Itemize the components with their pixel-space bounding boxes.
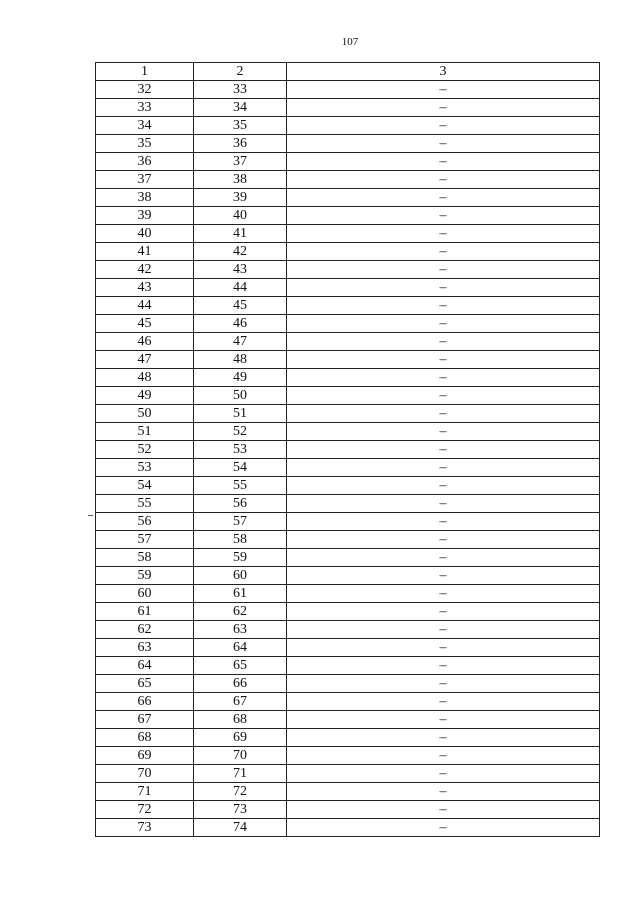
table-row <box>96 261 600 279</box>
table-cell-col-2: 60 <box>194 567 287 585</box>
table-cell-col-2: 59 <box>194 549 287 567</box>
table-cell-col-1: 44 <box>96 297 194 315</box>
table-cell-col-3: – <box>287 711 600 729</box>
table-cell-col-3: – <box>287 747 600 765</box>
table-cell-col-1: 38 <box>96 189 194 207</box>
table-cell-col-2: 53 <box>194 441 287 459</box>
table-cell-col-2: 43 <box>194 261 287 279</box>
table-row <box>96 135 600 153</box>
table-row <box>96 99 600 117</box>
table-cell-col-2: 39 <box>194 189 287 207</box>
table-cell-col-3: – <box>287 495 600 513</box>
table-row <box>96 171 600 189</box>
table-cell-col-2: 62 <box>194 603 287 621</box>
table-row <box>96 351 600 369</box>
table-cell-col-2: 57 <box>194 513 287 531</box>
table-cell-col-3: – <box>287 693 600 711</box>
table-cell-col-3: – <box>287 657 600 675</box>
table-row <box>96 207 600 225</box>
table-cell-col-3: – <box>287 135 600 153</box>
table-row <box>96 783 600 801</box>
table-cell-col-2: 69 <box>194 729 287 747</box>
table-row <box>96 333 600 351</box>
table-cell-col-1: 62 <box>96 621 194 639</box>
table-row <box>96 441 600 459</box>
table-cell-col-2: 64 <box>194 639 287 657</box>
table-cell-col-3: – <box>287 765 600 783</box>
table-cell-col-2: 47 <box>194 333 287 351</box>
table-cell-col-1: 41 <box>96 243 194 261</box>
table-row <box>96 657 600 675</box>
table-cell-col-3: – <box>287 261 600 279</box>
table-cell-col-2: 73 <box>194 801 287 819</box>
table-cell-col-1: 50 <box>96 405 194 423</box>
table-row <box>96 225 600 243</box>
table-row <box>96 531 600 549</box>
table-cell-col-3: – <box>287 225 600 243</box>
table-cell-col-3: – <box>287 513 600 531</box>
table-cell-col-2: 35 <box>194 117 287 135</box>
table-cell-col-3: – <box>287 819 600 837</box>
column-header-3: 3 <box>287 63 600 81</box>
table-cell-col-3: – <box>287 117 600 135</box>
table-cell-col-2: 33 <box>194 81 287 99</box>
table-row <box>96 747 600 765</box>
table-cell-col-3: – <box>287 99 600 117</box>
table-cell-col-1: 58 <box>96 549 194 567</box>
table-cell-col-1: 69 <box>96 747 194 765</box>
table-row <box>96 603 600 621</box>
table-cell-col-1: 54 <box>96 477 194 495</box>
table-cell-col-3: – <box>287 549 600 567</box>
table-row <box>96 585 600 603</box>
table-cell-col-3: – <box>287 189 600 207</box>
table-row <box>96 279 600 297</box>
table-cell-col-2: 52 <box>194 423 287 441</box>
table-cell-col-1: 49 <box>96 387 194 405</box>
table-cell-col-2: 50 <box>194 387 287 405</box>
table-cell-col-1: 55 <box>96 495 194 513</box>
table-body <box>96 81 600 837</box>
table-cell-col-1: 32 <box>96 81 194 99</box>
table-cell-col-1: 60 <box>96 585 194 603</box>
table-cell-col-1: 59 <box>96 567 194 585</box>
table-cell-col-2: 70 <box>194 747 287 765</box>
table-header <box>96 63 600 81</box>
table-cell-col-3: – <box>287 441 600 459</box>
table-cell-col-3: – <box>287 729 600 747</box>
table-cell-col-1: 43 <box>96 279 194 297</box>
table-row <box>96 405 600 423</box>
table-cell-col-2: 48 <box>194 351 287 369</box>
column-header-2: 2 <box>194 63 287 81</box>
table-cell-col-2: 34 <box>194 99 287 117</box>
column-header-1: 1 <box>96 63 194 81</box>
table-cell-col-1: 53 <box>96 459 194 477</box>
table-cell-col-3: – <box>287 369 600 387</box>
table-cell-col-2: 56 <box>194 495 287 513</box>
table-cell-col-3: – <box>287 477 600 495</box>
table-cell-col-3: – <box>287 423 600 441</box>
table-cell-col-1: 64 <box>96 657 194 675</box>
table-cell-col-3: – <box>287 351 600 369</box>
table-cell-col-1: 48 <box>96 369 194 387</box>
table-cell-col-1: 33 <box>96 99 194 117</box>
table-cell-col-2: 42 <box>194 243 287 261</box>
table-row <box>96 495 600 513</box>
table-cell-col-3: – <box>287 153 600 171</box>
table-row <box>96 693 600 711</box>
table-cell-col-1: 73 <box>96 819 194 837</box>
table-cell-col-3: – <box>287 315 600 333</box>
table-cell-col-2: 51 <box>194 405 287 423</box>
table-row <box>96 153 600 171</box>
table-cell-col-3: – <box>287 783 600 801</box>
table-cell-col-1: 66 <box>96 693 194 711</box>
table-cell-col-2: 74 <box>194 819 287 837</box>
table-row <box>96 189 600 207</box>
table-cell-col-1: 47 <box>96 351 194 369</box>
table-cell-col-2: 44 <box>194 279 287 297</box>
table-cell-col-2: 38 <box>194 171 287 189</box>
table-cell-col-2: 72 <box>194 783 287 801</box>
table-row <box>96 459 600 477</box>
table-cell-col-2: 65 <box>194 657 287 675</box>
table-cell-col-3: – <box>287 81 600 99</box>
table-cell-col-2: 66 <box>194 675 287 693</box>
table-cell-col-3: – <box>287 333 600 351</box>
table-row <box>96 801 600 819</box>
table-row <box>96 567 600 585</box>
table-row <box>96 513 600 531</box>
table-cell-col-1: 65 <box>96 675 194 693</box>
table-cell-col-3: – <box>287 171 600 189</box>
table-cell-col-1: 46 <box>96 333 194 351</box>
table-row <box>96 477 600 495</box>
table-row <box>96 729 600 747</box>
table-cell-col-3: – <box>287 621 600 639</box>
table-cell-col-2: 45 <box>194 297 287 315</box>
table-cell-col-2: 41 <box>194 225 287 243</box>
table-cell-col-2: 46 <box>194 315 287 333</box>
table-row <box>96 639 600 657</box>
table-cell-col-1: 52 <box>96 441 194 459</box>
data-table <box>95 62 600 837</box>
table-cell-col-3: – <box>287 567 600 585</box>
table-cell-col-1: 39 <box>96 207 194 225</box>
table-cell-col-1: 40 <box>96 225 194 243</box>
table-cell-col-1: 63 <box>96 639 194 657</box>
table-cell-col-3: – <box>287 405 600 423</box>
table-cell-col-2: 58 <box>194 531 287 549</box>
table-cell-col-2: 40 <box>194 207 287 225</box>
table-cell-col-3: – <box>287 585 600 603</box>
table-cell-col-3: – <box>287 243 600 261</box>
table-cell-col-3: – <box>287 387 600 405</box>
table-cell-col-1: 37 <box>96 171 194 189</box>
table-cell-col-2: 63 <box>194 621 287 639</box>
table-cell-col-1: 57 <box>96 531 194 549</box>
table-row <box>96 369 600 387</box>
table-cell-col-2: 68 <box>194 711 287 729</box>
table-cell-col-2: 71 <box>194 765 287 783</box>
table-cell-col-2: 61 <box>194 585 287 603</box>
table-cell-col-3: – <box>287 639 600 657</box>
table-cell-col-3: – <box>287 279 600 297</box>
table-row <box>96 819 600 837</box>
table-row <box>96 423 600 441</box>
table-cell-col-2: 67 <box>194 693 287 711</box>
table-cell-col-1: 35 <box>96 135 194 153</box>
table-cell-col-1: 68 <box>96 729 194 747</box>
table-cell-col-1: 72 <box>96 801 194 819</box>
table-cell-col-3: – <box>287 675 600 693</box>
table-cell-col-3: – <box>287 603 600 621</box>
table-cell-col-2: 49 <box>194 369 287 387</box>
table-row <box>96 81 600 99</box>
table-cell-col-1: 61 <box>96 603 194 621</box>
table-cell-col-2: 54 <box>194 459 287 477</box>
table-cell-col-3: – <box>287 459 600 477</box>
table-cell-col-1: 34 <box>96 117 194 135</box>
table-cell-col-1: 45 <box>96 315 194 333</box>
table-row <box>96 711 600 729</box>
table-cell-col-1: 71 <box>96 783 194 801</box>
table-row <box>96 675 600 693</box>
table-cell-col-3: – <box>287 531 600 549</box>
table-row <box>96 297 600 315</box>
table-cell-col-3: – <box>287 801 600 819</box>
page-number: 107 <box>341 36 359 48</box>
table-cell-col-1: 36 <box>96 153 194 171</box>
table-cell-col-1: 56 <box>96 513 194 531</box>
table-cell-col-2: 55 <box>194 477 287 495</box>
table-cell-col-1: 70 <box>96 765 194 783</box>
table-row <box>96 243 600 261</box>
table-row <box>96 549 600 567</box>
table-row <box>96 117 600 135</box>
table-row <box>96 387 600 405</box>
table-row <box>96 315 600 333</box>
margin-mark <box>88 515 93 516</box>
header-row <box>96 63 600 81</box>
table-cell-col-1: 42 <box>96 261 194 279</box>
table-cell-col-3: – <box>287 297 600 315</box>
table-row <box>96 621 600 639</box>
table-cell-col-2: 37 <box>194 153 287 171</box>
table-row <box>96 765 600 783</box>
table-cell-col-3: – <box>287 207 600 225</box>
table-cell-col-1: 51 <box>96 423 194 441</box>
table-cell-col-2: 36 <box>194 135 287 153</box>
table-cell-col-1: 67 <box>96 711 194 729</box>
